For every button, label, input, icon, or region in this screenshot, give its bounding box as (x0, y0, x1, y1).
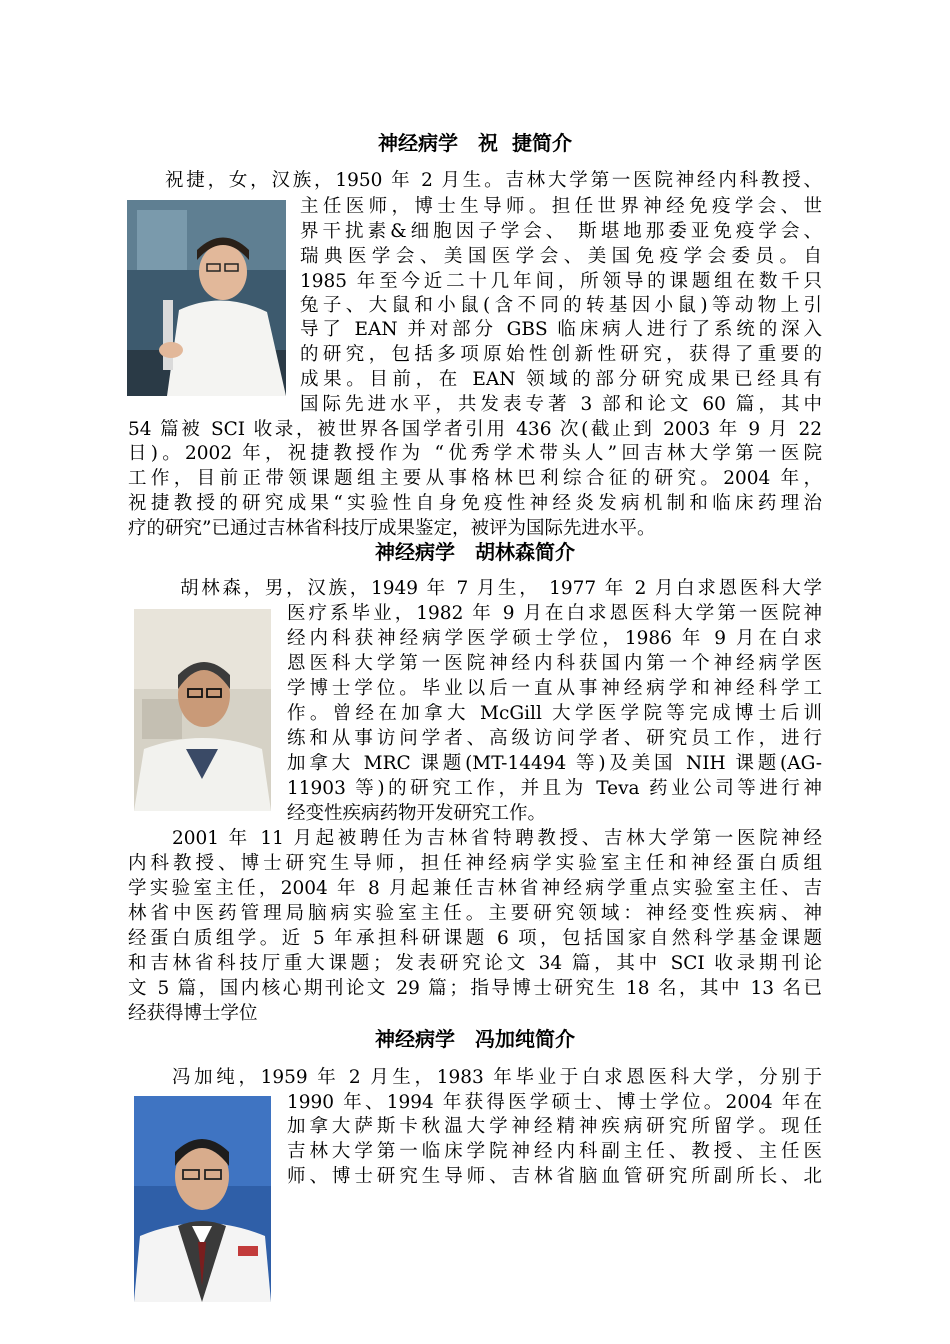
zhujie-portrait-photo (127, 200, 286, 396)
bio-line: 2001 年 11 月起被聘任为吉林省特聘教授、吉林大学第一医院神经 (172, 828, 822, 849)
bio-line: 内科教授、博士研究生导师，担任神经病学实验室主任和神经蛋白质组 (128, 853, 822, 874)
bio-line: 师、博士研究生导师、吉林省脑血管研究所副所长、北 (287, 1166, 822, 1187)
fengjiachun-portrait-photo (134, 1096, 271, 1302)
bio-line: 的研究，包括多项原始性创新性研究，获得了重要的 (300, 344, 822, 365)
bio-line: 和吉林省科技厅重大课题；发表研究论文 34 篇，其中 SCI 收录期刊论 (128, 953, 822, 974)
bio-line: 经蛋白质组学。近 5 年承担科研课题 6 项，包括国家自然科学基金课题 (128, 928, 822, 949)
bio-line: 兔子、大鼠和小鼠(含不同的转基因小鼠)等动物上引 (300, 295, 822, 316)
bio-line: 瑞典医学会、美国医学会、美国免疫学会委员。自 (300, 246, 822, 267)
bio-line: 练和从事访问学者、高级访问学者、研究员工作，进行 (287, 728, 822, 749)
bio-line: 经获得博士学位 (128, 1003, 258, 1024)
bio-line: 成果。目前，在 EAN 领域的部分研究成果已经具有 (300, 369, 822, 390)
bio-line: 加拿大 MRC 课题(MT-14494 等)及美国 NIH 课题(AG- (287, 753, 822, 774)
bio-line: 54 篇被 SCI 收录，被世界各国学者引用 436 次(截止到 2003 年 9 月 22 (128, 419, 822, 440)
section-title-hulinsen: 神经病学 胡林森简介 (375, 540, 575, 564)
hulinsen-portrait-photo (134, 609, 271, 811)
bio-line: 疗的研究”已通过吉林省科技厅成果鉴定，被评为国际先进水平。 (128, 518, 656, 539)
bio-line: 主任医师，博士生导师。担任世界神经免疫学会、世 (300, 196, 822, 217)
bio-line: 11903 等)的研究工作，并且为 Teva 药业公司等进行神 (287, 778, 822, 799)
bio-line: 界干扰素&细胞因子学会、 斯堪地那委亚免疫学会、 (300, 221, 822, 242)
bio-line: 祝捷，女，汉族，1950 年 2 月生。吉林大学第一医院神经内科教授、 (165, 170, 822, 191)
bio-line: 日)。2002 年，祝捷教授作为 “优秀学术带头人”回吉林大学第一医院 (128, 443, 822, 464)
bio-line: 加拿大萨斯卡秋温大学神经精神疾病研究所留学。现任 (287, 1116, 822, 1137)
bio-line: 作。曾经在加拿大 McGill 大学医学院等完成博士后训 (287, 703, 822, 724)
bio-line: 医疗系毕业，1982 年 9 月在白求恩医科大学第一医院神 (287, 603, 822, 624)
bio-line: 林省中医药管理局脑病实验室主任。主要研究领域：神经变性疾病、神 (128, 903, 822, 924)
section-title-zhujie: 神经病学 祝 捷简介 (378, 131, 572, 155)
bio-line: 国际先进水平，共发表专著 3 部和论文 60 篇，其中 (300, 394, 822, 415)
bio-line: 学博士学位。毕业以后一直从事神经病学和神经科学工 (287, 678, 822, 699)
bio-line: 经内科获神经病学医学硕士学位，1986 年 9 月在白求 (287, 628, 822, 649)
bio-line: 冯加纯，1959 年 2 月生，1983 年毕业于白求恩医科大学，分别于 (172, 1067, 822, 1088)
bio-line: 1985 年至今近二十几年间，所领导的课题组在数千只 (300, 271, 822, 292)
bio-line: 胡林森，男，汉族，1949 年 7 月生， 1977 年 2 月白求恩医科大学 (180, 578, 822, 599)
bio-line: 文 5 篇，国内核心期刊论文 29 篇；指导博士研究生 18 名，其中 13 名已 (128, 978, 822, 999)
bio-line: 工作，目前正带领课题组主要从事格林巴利综合征的研究。2004 年， (128, 468, 822, 489)
bio-line: 恩医科大学第一医院神经内科获国内第一个神经病学医 (287, 653, 822, 674)
bio-line: 学实验室主任，2004 年 8 月起兼任吉林省神经病学重点实验室主任、吉 (128, 878, 822, 899)
section-title-fengjiachun: 神经病学 冯加纯简介 (375, 1027, 575, 1051)
bio-line: 1990 年、1994 年获得医学硕士、博士学位。2004 年在 (287, 1092, 822, 1113)
bio-line: 经变性疾病药物开发研究工作。 (287, 803, 547, 824)
bio-line: 吉林大学第一临床学院神经内科副主任、教授、主任医 (287, 1141, 822, 1162)
bio-line: 导了 EAN 并对部分 GBS 临床病人进行了系统的深入 (300, 319, 822, 340)
bio-line: 祝捷教授的研究成果“实验性自身免疫性神经炎发病机制和临床药理治 (128, 493, 822, 514)
